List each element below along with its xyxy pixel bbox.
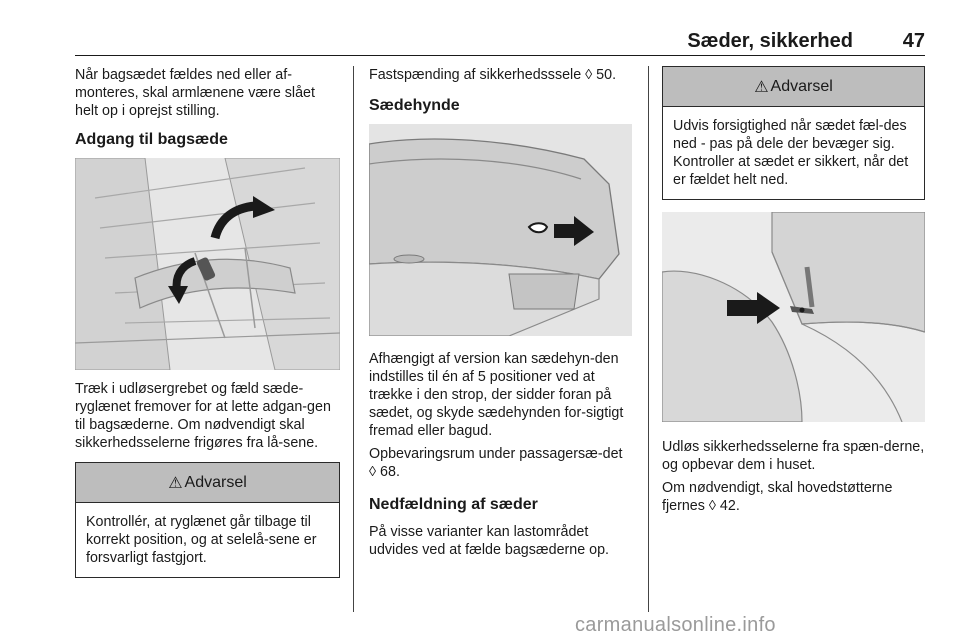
column-3 — [662, 66, 925, 520]
headrest-reference: Om nødvendigt, skal hovedstøtterne fjernes ◊ 42. — [662, 480, 893, 514]
heading-access: Adgang til bagsæde — [75, 131, 228, 148]
warning-title-fold: Advarsel — [770, 77, 833, 95]
warning-header — [76, 463, 339, 503]
seat-release-illustration — [75, 158, 340, 370]
seatbelt-release-figure — [662, 212, 925, 422]
heading-cushion: Sædehynde — [369, 97, 460, 114]
warning-icon: ⚠ — [168, 474, 183, 492]
warning-icon-fold: ⚠ — [754, 78, 769, 96]
belt-release-text: Udløs sikkerhedsselerne fra spæn-derne, og opbevar dem i huset. — [662, 439, 925, 473]
header-divider — [75, 55, 925, 56]
column-2 — [369, 66, 632, 564]
column-divider-1 — [353, 66, 354, 612]
warning-box — [75, 462, 340, 578]
warning-body-fold: Udvis forsigtighed når sædet fæl-des ned - pas på dele der bevæger sig. Kontroller at sædet er sikkert, når det er fældet helt ned. — [673, 118, 909, 188]
warning-body: Kontrollér, at ryglænet går tilbage til korrekt position, og at selelå-sene er forsvarligt fastgjort. — [86, 514, 317, 566]
warning-box-fold — [662, 66, 925, 200]
seatbelt-illustration — [662, 212, 925, 422]
page-number: 47 — [902, 30, 925, 52]
release-instruction: Træk i udløsergrebet og fæld sæde-ryglænet fremover for at lette adgan-gen til bagsæderne. Om nødvendigt skal sikkerhedsselerne frigøres fra lå-sene. — [75, 381, 331, 451]
rear-seat-access-figure — [75, 158, 340, 370]
seat-cushion-illustration — [369, 124, 632, 336]
warning-title: Advarsel — [184, 473, 247, 491]
seat-cushion-figure — [369, 124, 632, 336]
column-divider-2 — [648, 66, 649, 612]
cushion-adjust-text: Afhængigt af version kan sædehyn-den indstilles til én af 5 positioner ved at trække i den strop, der sidder foran på sædet, og skyde sædehynden for-sigtigt fremad eller bagud. — [369, 351, 624, 439]
fold-text: På visse varianter kan lastområdet udvides ved at fælde bagsæderne op. — [369, 524, 610, 558]
heading-fold: Nedfældning af sæder — [369, 496, 538, 513]
storage-reference: Opbevaringsrum under passagersæ-det ◊ 68. — [369, 446, 623, 480]
warning-header-fold — [663, 67, 924, 107]
watermark: carmanualsonline.info — [575, 614, 776, 636]
page-title: Sæder, sikkerhed — [687, 30, 853, 52]
column-1 — [75, 66, 340, 578]
tensioning-reference: Fastspænding af sikkerhedsssele ◊ 50. — [369, 67, 617, 83]
page-header — [75, 30, 925, 52]
intro-paragraph: Når bagsædet fældes ned eller af-monteres, skal armlænene være slået helt op i oprejst stilling. — [75, 67, 315, 119]
